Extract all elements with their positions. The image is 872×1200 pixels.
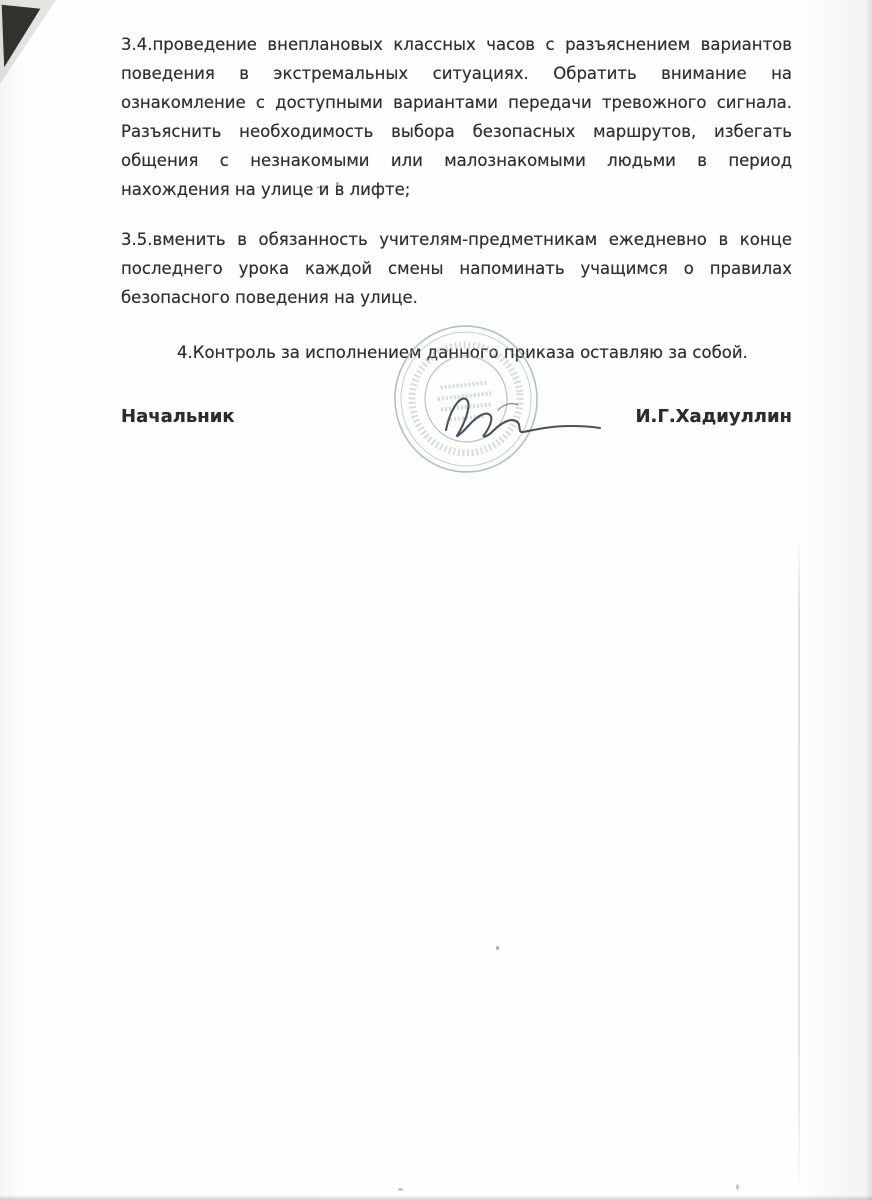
signatory-name: И.Г.Хадиуллин	[635, 406, 792, 427]
paragraph-3-4: 3.4.проведение внеплановых классных часов с разъяснением вариантов поведения в экстремальных ситуациях. Обратить внимание на ознакомление с доступными вариантами передачи тревожного сигнала. Разъяснить необходимость выбора безопасных маршрутов, избегать общения с незнакомыми или малознакомыми людьми в период нахождения на улице и в лифте;	[121, 35, 792, 199]
paragraph-3-5: 3.5.вменить в обязанность учителям-предметникам ежедневно в конце последнего урока каждой смены напоминать учащимся о правилах безопасного поведения на улице.	[121, 230, 792, 307]
scan-speck	[496, 946, 499, 950]
scan-right-edge-shadow	[865, 0, 872, 1200]
scan-speck	[736, 1184, 739, 1190]
scan-crease-line	[798, 535, 800, 1200]
document-body	[121, 30, 792, 367]
scan-bottom-edge-shadow	[0, 1195, 872, 1200]
signature-block	[121, 406, 792, 427]
scan-corner-fold	[0, 2, 42, 70]
signatory-title: Начальник	[121, 406, 235, 427]
scan-speck	[398, 1188, 403, 1191]
paragraph-4-control: 4.Контроль за исполнением данного приказа оставляю за собой.	[177, 343, 748, 362]
